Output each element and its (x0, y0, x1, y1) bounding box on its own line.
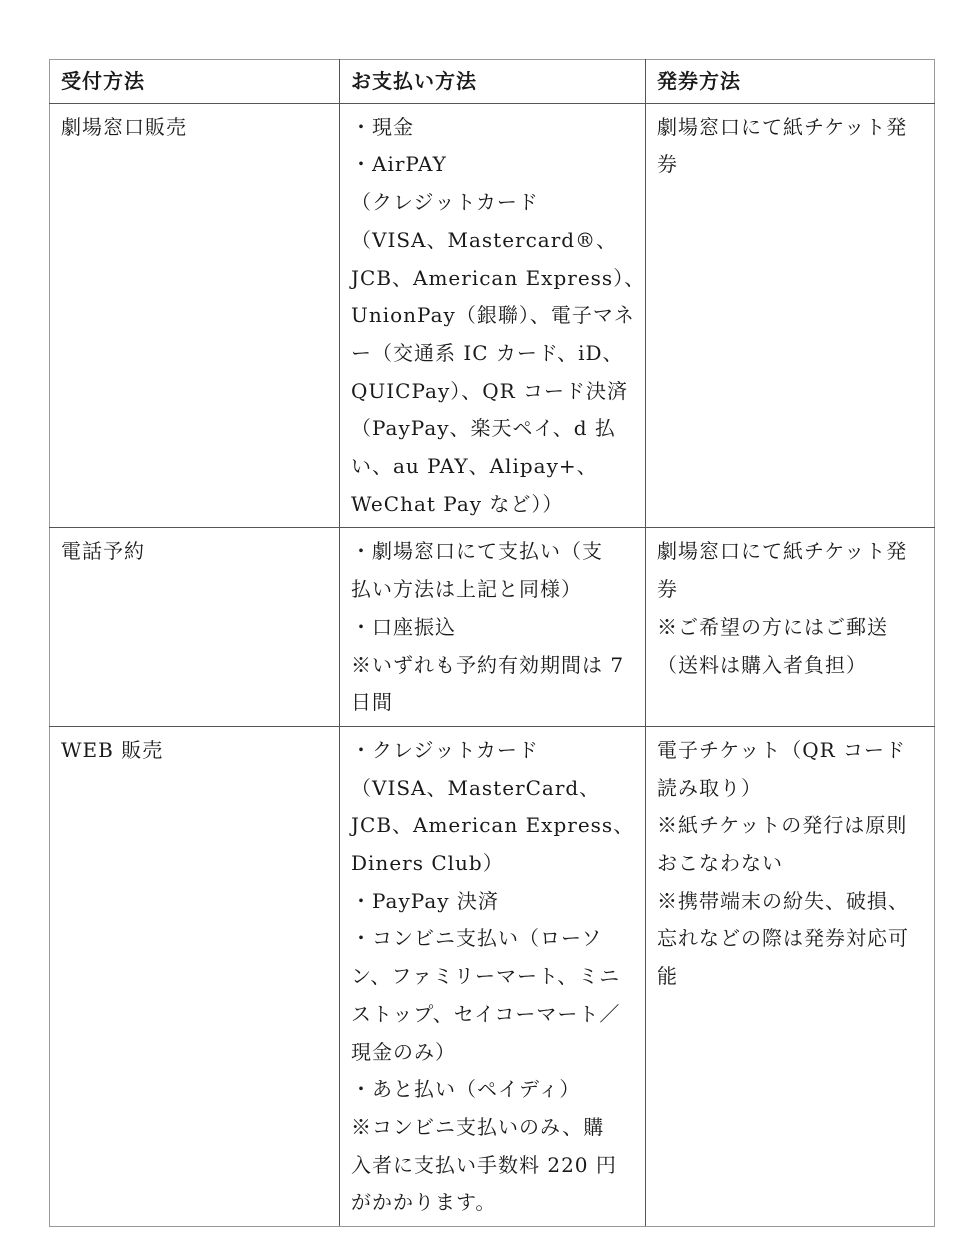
payment-line: ストップ、セイコーマート／ (351, 1001, 621, 1026)
payment-line: 払い方法は上記と同様） (351, 577, 582, 602)
payment-line: ン、ファミリーマート、ミニ (351, 964, 621, 989)
payment-line: （VISA、Mastercard®、 (351, 227, 618, 252)
payment-line: （PayPay、楽天ペイ、d 払 (351, 416, 616, 441)
payment-line: がかかります。 (351, 1190, 497, 1215)
payment-line: JCB、American Express、 (351, 813, 635, 838)
payment-line: （VISA、MasterCard、 (351, 775, 601, 800)
payment-line: UnionPay（銀聯）、電子マネ (351, 303, 635, 328)
reception-method-cell (50, 103, 340, 528)
issuance-line: 劇場窓口にて紙チケット発 (657, 539, 908, 564)
issuance-line: 能 (657, 964, 678, 989)
header-payment-method: お支払い方法 (340, 60, 646, 104)
ticket-issuance-cell (646, 726, 935, 1226)
payment-line: ・現金 (351, 114, 414, 139)
payment-line: QUICPay）、QR コード決済 (351, 378, 629, 403)
issuance-line: ※携帯端末の紛失、破損、 (657, 888, 909, 913)
payment-line: WeChat Pay など）） (351, 491, 564, 516)
reception-method-cell (50, 528, 340, 727)
payment-line: （クレジットカード (351, 190, 539, 215)
issuance-line: ※紙チケットの発行は原則 (657, 813, 908, 838)
issuance-line: 劇場窓口にて紙チケット発 (657, 114, 908, 139)
table-row (50, 528, 935, 727)
payment-line: ※いずれも予約有効期間は 7 (351, 652, 625, 677)
issuance-line: ※ご希望の方にはご郵送 (657, 614, 888, 639)
issuance-line: 忘れなどの際は発券対応可 (657, 926, 909, 951)
payment-line: ・PayPay 決済 (351, 888, 499, 913)
payment-line: ※コンビニ支払いのみ、購 (351, 1114, 605, 1139)
reception-method-text: WEB 販売 (61, 737, 164, 762)
ticket-sales-table (49, 59, 935, 1227)
issuance-line: 読み取り） (657, 775, 762, 800)
payment-line: い、au PAY、Alipay+、 (351, 454, 598, 479)
issuance-line: 券 (657, 577, 678, 602)
payment-line: 日間 (351, 690, 393, 715)
table-row (50, 103, 935, 528)
payment-line: 入者に支払い手数料 220 円 (351, 1152, 617, 1177)
header-reception-method: 受付方法 (50, 60, 340, 104)
table-row (50, 726, 935, 1226)
issuance-line: （送料は購入者負担） (657, 652, 867, 677)
payment-line: Diners Club） (351, 851, 504, 876)
reception-method-text: 電話予約 (61, 539, 145, 564)
payment-line: ー（交通系 IC カード、iD、 (351, 340, 624, 365)
reception-method-text: 劇場窓口販売 (61, 114, 187, 139)
issuance-line: 電子チケット（QR コード (657, 737, 907, 762)
payment-line: ・劇場窓口にて支払い（支 (351, 539, 603, 564)
table-header-row (50, 60, 935, 104)
payment-line: ・クレジットカード (351, 737, 539, 762)
header-ticket-issuance: 発券方法 (646, 60, 935, 104)
payment-line: ・口座振込 (351, 614, 456, 639)
payment-line: JCB、American Express）、 (351, 265, 646, 290)
payment-line: ・あと払い（ペイディ） (351, 1077, 581, 1102)
reception-method-cell (50, 726, 340, 1226)
payment-method-cell (340, 528, 646, 727)
issuance-line: 券 (657, 152, 678, 177)
payment-line: ・AirPAY (351, 152, 447, 177)
payment-line: ・コンビニ支払い（ローソ (351, 926, 603, 951)
ticket-issuance-cell (646, 528, 935, 727)
payment-line: 現金のみ） (351, 1039, 456, 1064)
ticket-issuance-cell (646, 103, 935, 528)
payment-method-cell (340, 103, 646, 528)
issuance-line: おこなわない (657, 851, 783, 876)
payment-method-cell (340, 726, 646, 1226)
